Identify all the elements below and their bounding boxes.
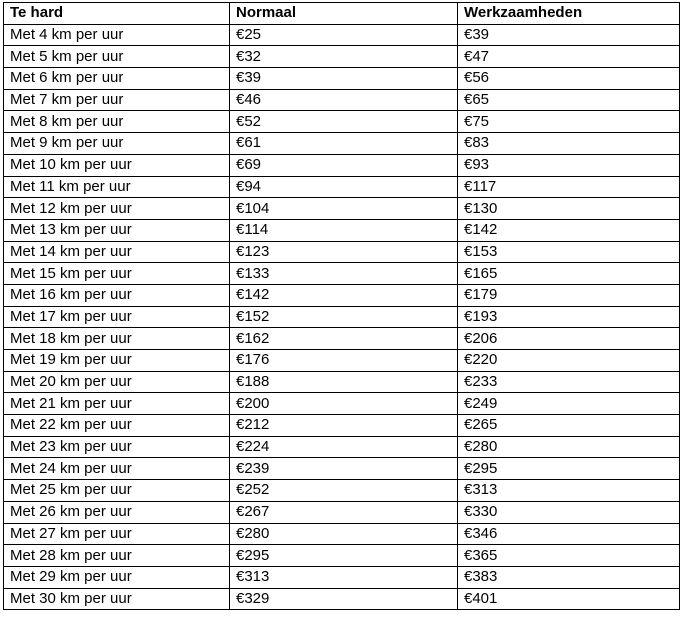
table-row [4,89,680,111]
table-row [4,588,680,610]
speed-cell: Met 29 km per uur [4,566,230,588]
roadworks-fine-cell: €206 [458,328,680,350]
normal-fine-cell: €280 [230,523,458,545]
table-row [4,68,680,90]
speed-cell: Met 15 km per uur [4,263,230,285]
roadworks-fine-cell: €56 [458,68,680,90]
roadworks-fine-cell: €193 [458,306,680,328]
speed-cell: Met 7 km per uur [4,89,230,111]
speed-cell: Met 20 km per uur [4,371,230,393]
roadworks-fine-cell: €83 [458,133,680,155]
roadworks-fine-cell: €401 [458,588,680,610]
fines-table-container [3,2,680,610]
table-row [4,415,680,437]
table-row [4,545,680,567]
header-normaal: Normaal [230,3,458,25]
speed-cell: Met 9 km per uur [4,133,230,155]
roadworks-fine-cell: €130 [458,198,680,220]
table-row [4,501,680,523]
table-row [4,198,680,220]
speed-cell: Met 27 km per uur [4,523,230,545]
normal-fine-cell: €123 [230,241,458,263]
normal-fine-cell: €267 [230,501,458,523]
table-row [4,458,680,480]
table-row [4,24,680,46]
speed-cell: Met 13 km per uur [4,219,230,241]
table-body [4,24,680,610]
table-row [4,133,680,155]
speed-cell: Met 18 km per uur [4,328,230,350]
table-row [4,350,680,372]
speed-cell: Met 26 km per uur [4,501,230,523]
header-werkzaamheden: Werkzaamheden [458,3,680,25]
roadworks-fine-cell: €117 [458,176,680,198]
normal-fine-cell: €212 [230,415,458,437]
normal-fine-cell: €252 [230,480,458,502]
roadworks-fine-cell: €346 [458,523,680,545]
normal-fine-cell: €25 [230,24,458,46]
roadworks-fine-cell: €75 [458,111,680,133]
normal-fine-cell: €133 [230,263,458,285]
table-row [4,566,680,588]
roadworks-fine-cell: €330 [458,501,680,523]
header-row [4,3,680,25]
normal-fine-cell: €52 [230,111,458,133]
normal-fine-cell: €104 [230,198,458,220]
roadworks-fine-cell: €93 [458,154,680,176]
table-row [4,480,680,502]
speed-cell: Met 21 km per uur [4,393,230,415]
roadworks-fine-cell: €233 [458,371,680,393]
table-row [4,436,680,458]
table-row [4,111,680,133]
roadworks-fine-cell: €65 [458,89,680,111]
roadworks-fine-cell: €153 [458,241,680,263]
roadworks-fine-cell: €265 [458,415,680,437]
normal-fine-cell: €313 [230,566,458,588]
table-row [4,393,680,415]
table-row [4,371,680,393]
roadworks-fine-cell: €280 [458,436,680,458]
table-row [4,46,680,68]
roadworks-fine-cell: €220 [458,350,680,372]
speed-cell: Met 24 km per uur [4,458,230,480]
speed-cell: Met 5 km per uur [4,46,230,68]
normal-fine-cell: €239 [230,458,458,480]
speed-cell: Met 6 km per uur [4,68,230,90]
header-te-hard: Te hard [4,3,230,25]
table-row [4,328,680,350]
table-row [4,176,680,198]
roadworks-fine-cell: €142 [458,219,680,241]
normal-fine-cell: €188 [230,371,458,393]
roadworks-fine-cell: €365 [458,545,680,567]
table-row [4,219,680,241]
roadworks-fine-cell: €179 [458,284,680,306]
speed-cell: Met 23 km per uur [4,436,230,458]
table-row [4,523,680,545]
table-row [4,284,680,306]
table-row [4,306,680,328]
speed-cell: Met 12 km per uur [4,198,230,220]
speed-cell: Met 14 km per uur [4,241,230,263]
normal-fine-cell: €61 [230,133,458,155]
roadworks-fine-cell: €47 [458,46,680,68]
normal-fine-cell: €142 [230,284,458,306]
normal-fine-cell: €176 [230,350,458,372]
normal-fine-cell: €200 [230,393,458,415]
normal-fine-cell: €32 [230,46,458,68]
speed-cell: Met 17 km per uur [4,306,230,328]
speed-cell: Met 28 km per uur [4,545,230,567]
speed-cell: Met 19 km per uur [4,350,230,372]
roadworks-fine-cell: €313 [458,480,680,502]
speed-cell: Met 4 km per uur [4,24,230,46]
normal-fine-cell: €69 [230,154,458,176]
table-row [4,154,680,176]
normal-fine-cell: €329 [230,588,458,610]
fines-table [3,2,680,610]
normal-fine-cell: €224 [230,436,458,458]
speed-cell: Met 22 km per uur [4,415,230,437]
speed-cell: Met 25 km per uur [4,480,230,502]
normal-fine-cell: €46 [230,89,458,111]
normal-fine-cell: €152 [230,306,458,328]
roadworks-fine-cell: €383 [458,566,680,588]
roadworks-fine-cell: €295 [458,458,680,480]
speed-cell: Met 16 km per uur [4,284,230,306]
speed-cell: Met 30 km per uur [4,588,230,610]
normal-fine-cell: €39 [230,68,458,90]
roadworks-fine-cell: €249 [458,393,680,415]
roadworks-fine-cell: €39 [458,24,680,46]
normal-fine-cell: €114 [230,219,458,241]
normal-fine-cell: €94 [230,176,458,198]
speed-cell: Met 8 km per uur [4,111,230,133]
roadworks-fine-cell: €165 [458,263,680,285]
table-row [4,263,680,285]
normal-fine-cell: €162 [230,328,458,350]
table-row [4,241,680,263]
speed-cell: Met 11 km per uur [4,176,230,198]
speed-cell: Met 10 km per uur [4,154,230,176]
normal-fine-cell: €295 [230,545,458,567]
